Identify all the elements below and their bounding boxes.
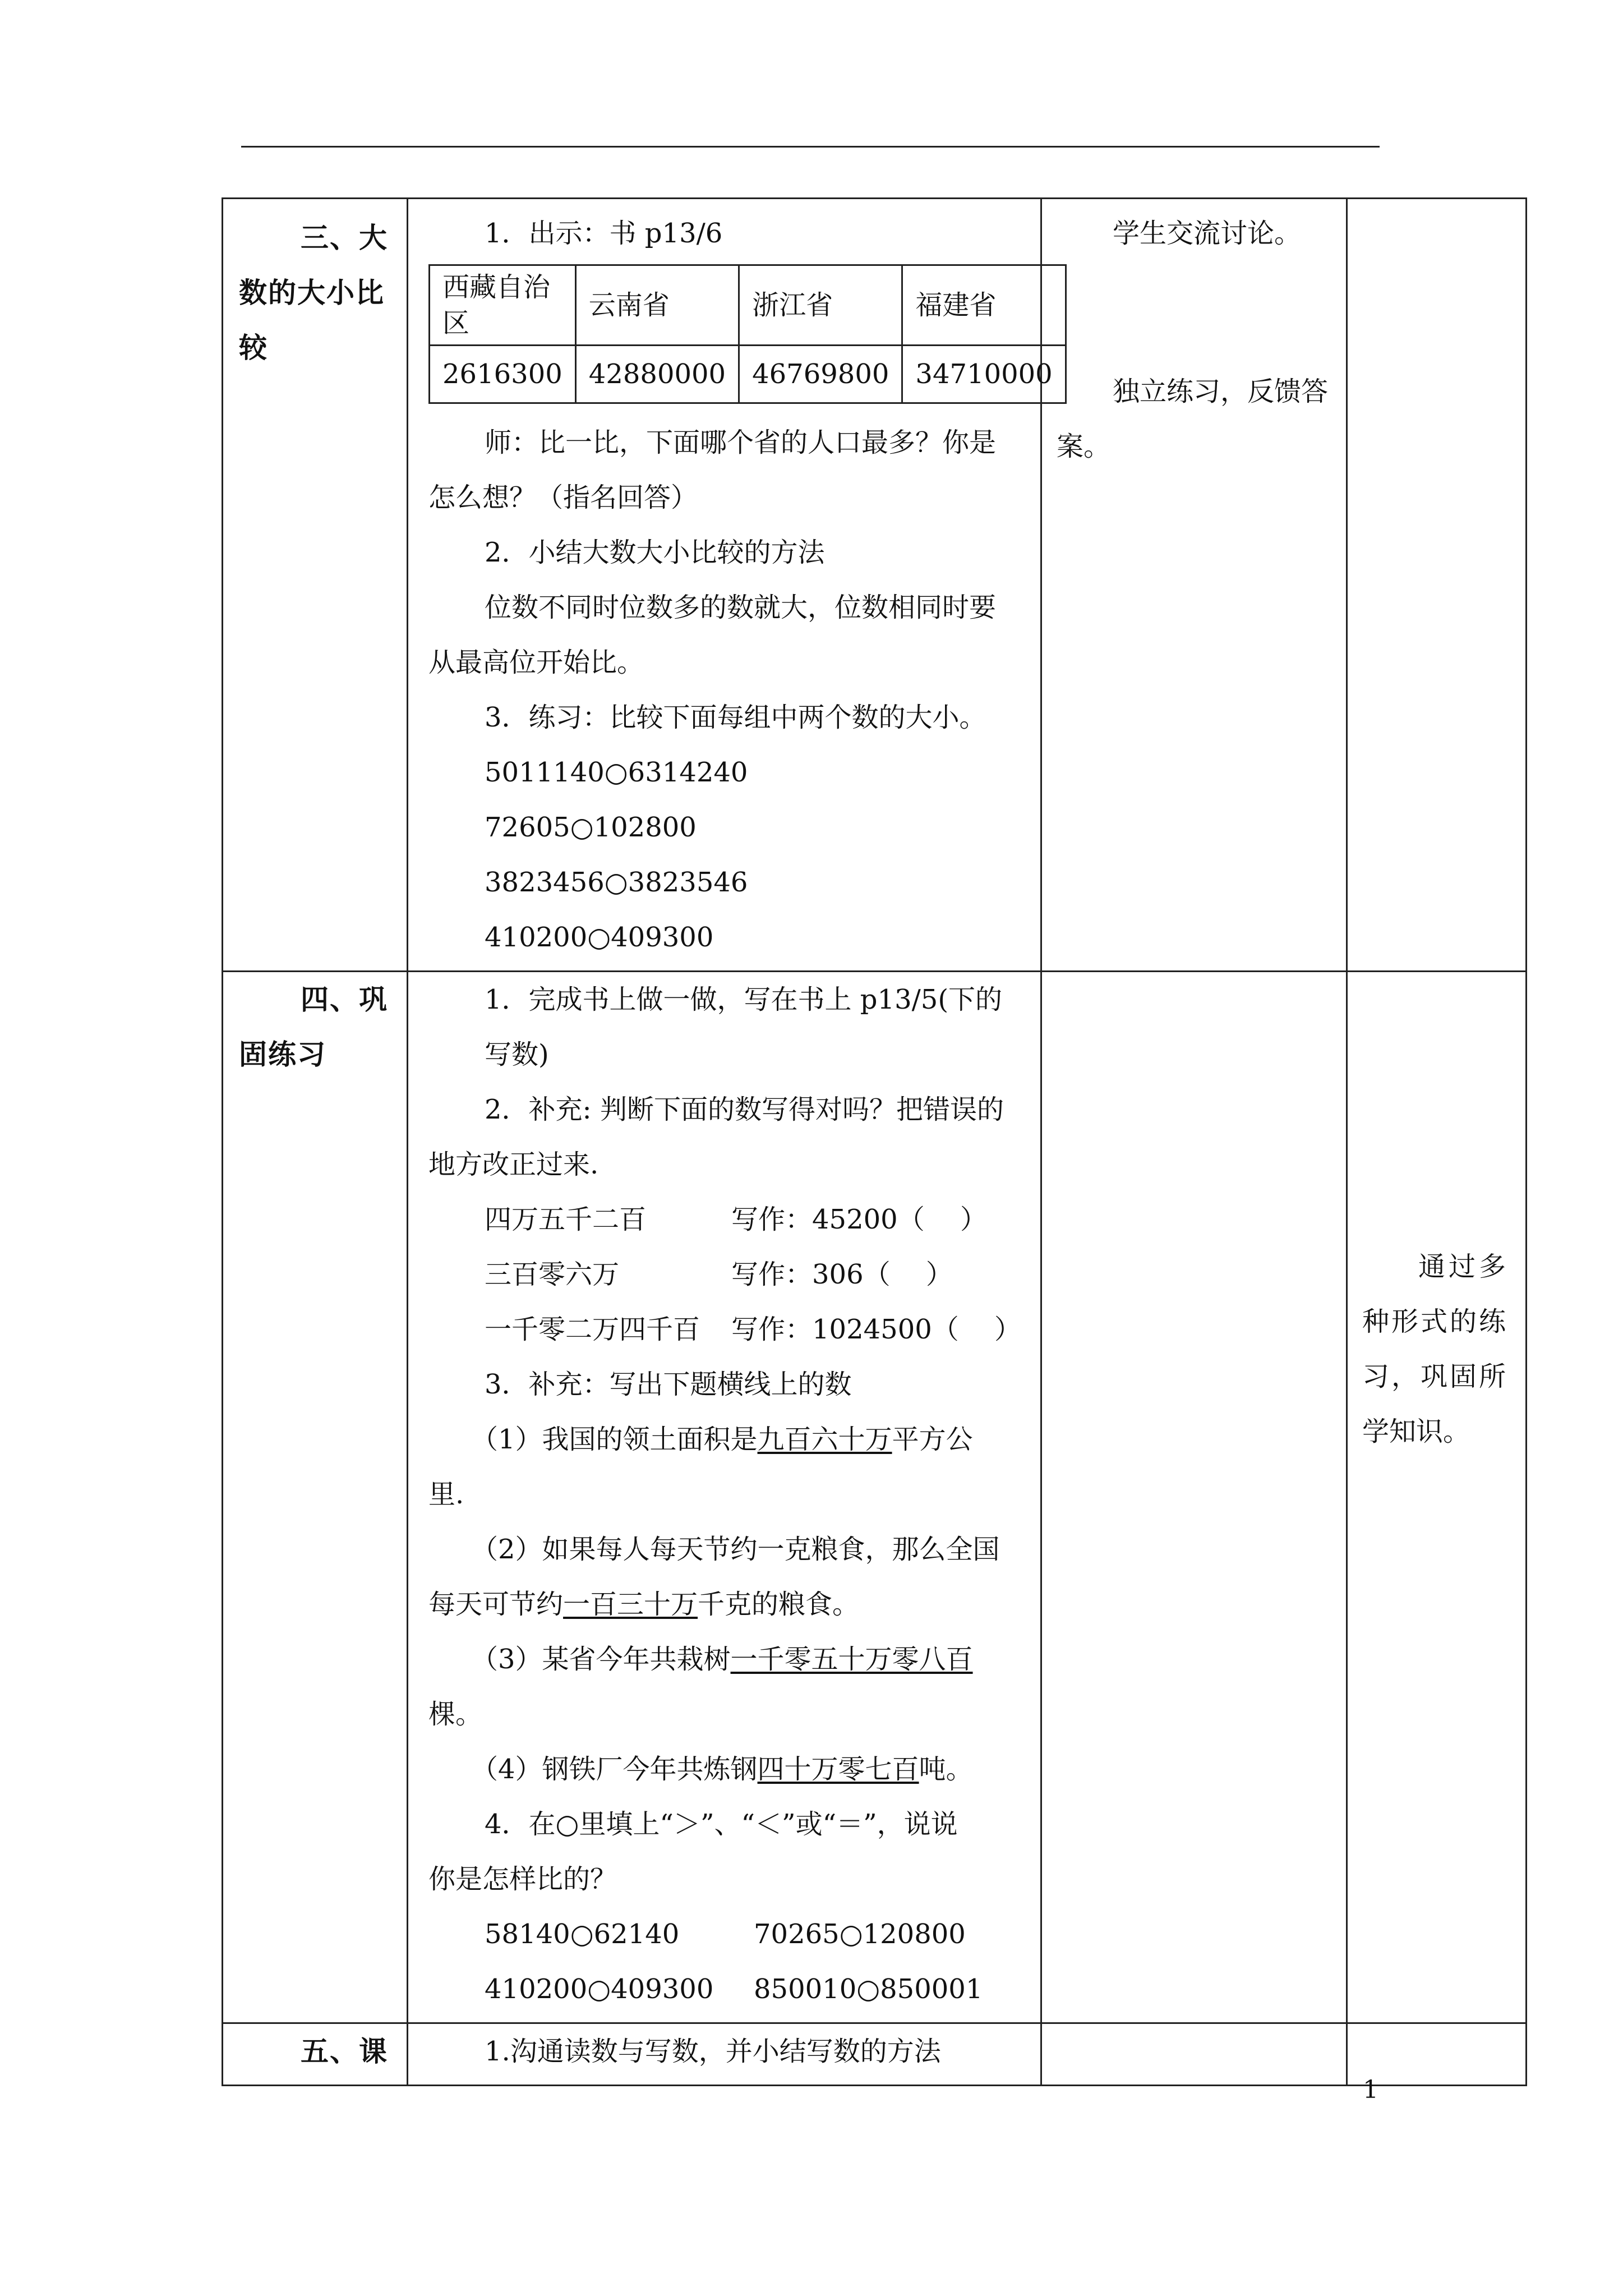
judge-item (428, 1302, 1030, 1357)
section-3-title-line3: 较 (239, 332, 268, 364)
section-4-title-cell (223, 972, 408, 2023)
judge-item (428, 1247, 1030, 1302)
judge-written: 写作：306（ ） (731, 1259, 953, 1290)
fill-text: 平方公 (892, 1424, 973, 1455)
student-activity-2-line2: 案。 (1057, 431, 1111, 462)
section-3-student-cell (1041, 199, 1347, 972)
section-3-item3: 3．练习：比较下面每组中两个数的大小。 (485, 702, 986, 733)
section-3-item2: 2．小结大数大小比较的方法 (485, 537, 825, 568)
compare-item: 410200○409300 (485, 1973, 714, 2005)
page-number: 1 (1363, 2076, 1378, 2104)
population-value-cell: 34710000 (902, 346, 1066, 403)
lesson-plan-table (222, 197, 1527, 2086)
population-header-cell: 浙江省 (739, 265, 902, 346)
design-intent-line1: 通过多 (1418, 1251, 1510, 1282)
section-3-intent-cell (1347, 199, 1527, 972)
judge-words: 四万五千二百 (485, 1204, 647, 1235)
fill-item-3-line2: 棵。 (428, 1699, 483, 1730)
fill-item-2-line1: （2）如果每人每天节约一克粮食，那么全国 (471, 1534, 1000, 1565)
section-3-content-cell (408, 199, 1053, 972)
section-5-item1: 1.沟通读数与写数，并小结写数的方法 (485, 2036, 941, 2067)
section-4-item2-line1: 2．补充: 判断下面的数写得对吗？把错误的 (485, 1094, 1004, 1125)
design-intent-line3: 习，巩固所 (1362, 1361, 1509, 1392)
population-value-cell: 2616300 (430, 346, 576, 403)
judge-written: 写作：1024500（ ） (731, 1314, 1022, 1345)
compare-row-1 (428, 1907, 1030, 1962)
section-5-student-cell (1041, 2023, 1347, 2086)
population-table (428, 264, 1067, 404)
compare-item: 410200○409300 (485, 922, 714, 953)
section-4-item4-line1: 4．在○里填上“＞”、“＜”或“＝”，说说 (485, 1809, 958, 1840)
section-4-title-line1: 四、巩 (301, 983, 388, 1016)
compare-item: 3823456○3823546 (485, 867, 748, 898)
compare-item: 5011140○6314240 (485, 757, 748, 788)
compare-item: 70265○120800 (754, 1918, 966, 1950)
fill-underlined-answer: 四十万零七百 (757, 1754, 919, 1785)
section-4-item2-line2: 地方改正过来. (428, 1149, 599, 1180)
student-activity-2-line1: 独立练习，反馈答 (1113, 376, 1329, 407)
section-3-item1: 1．出示：书 p13/6 (485, 218, 723, 249)
fill-text: 每天可节约 (428, 1589, 564, 1620)
population-header-row (430, 265, 1066, 346)
population-value-cell: 46769800 (739, 346, 902, 403)
section-4-title-line2: 固练习 (239, 1038, 326, 1071)
judge-words: 一千零二万四千百 (485, 1314, 700, 1345)
fill-item-1-line2: 里. (428, 1479, 464, 1510)
fill-text: （4）钢铁厂今年共炼钢 (471, 1754, 758, 1785)
compare-item: 58140○62140 (485, 1918, 680, 1950)
compare-item: 72605○102800 (485, 812, 697, 843)
population-header-cell: 西藏自治区 (430, 265, 576, 346)
population-header-cell: 福建省 (902, 265, 1066, 346)
section-4-row (223, 972, 1527, 2023)
section-3-title-cell (223, 199, 408, 972)
design-intent-line2: 种形式的练 (1362, 1306, 1509, 1337)
fill-item-1-line1 (428, 1412, 1030, 1467)
header-rule (241, 146, 1380, 148)
population-value-row (430, 346, 1066, 403)
section-4-item1-line2: 写数) (485, 1039, 549, 1070)
section-3-question-line1: 师：比一比，下面哪个省的人口最多？你是 (485, 427, 997, 458)
fill-item-4 (428, 1742, 1030, 1797)
section-3-method-line2: 从最高位开始比。 (428, 647, 644, 678)
section-5-row (223, 2023, 1527, 2086)
section-5-title-cell (223, 2023, 408, 2086)
section-4-item4-line2: 你是怎样比的？ (428, 1864, 617, 1895)
section-4-content-cell (408, 972, 1041, 2023)
fill-underlined-answer: 一千零五十万零八百 (730, 1644, 973, 1675)
population-value-cell: 42880000 (575, 346, 739, 403)
student-activity-1: 学生交流讨论。 (1113, 218, 1302, 249)
compare-row-2 (428, 1962, 1030, 2017)
section-5-content-cell (408, 2023, 1041, 2086)
fill-text: 千克的粮食。 (698, 1589, 860, 1620)
fill-text: （3）某省今年共栽树 (471, 1644, 731, 1675)
section-5-title: 五、课 (301, 2035, 388, 2068)
fill-underlined-answer: 九百六十万 (757, 1424, 892, 1455)
fill-item-2-line2 (428, 1577, 1030, 1632)
judge-written: 写作：45200（ ） (731, 1204, 987, 1235)
section-3-title-line1: 三、大 (301, 222, 388, 254)
section-4-intent-cell (1347, 972, 1527, 2023)
section-4-item1-line1: 1．完成书上做一做，写在书上 p13/5(下的 (485, 984, 1003, 1015)
judge-words: 三百零六万 (485, 1259, 620, 1290)
section-3-title-line2: 数的大小比 (239, 277, 385, 309)
section-3-question-line2: 怎么想？（指名回答） (428, 482, 698, 513)
fill-item-3-line1 (428, 1632, 1030, 1687)
design-intent-line4: 学知识。 (1362, 1416, 1470, 1447)
compare-item: 850010○850001 (754, 1973, 983, 2005)
section-3-method-line1: 位数不同时位数多的数就大，位数相同时要 (485, 592, 997, 623)
population-header-cell: 云南省 (575, 265, 739, 346)
fill-underlined-answer: 一百三十万 (563, 1589, 698, 1620)
judge-item (428, 1192, 1030, 1247)
fill-text: （1）我国的领土面积是 (471, 1424, 758, 1455)
section-4-student-cell (1041, 972, 1347, 2023)
section-3-row (223, 199, 1527, 972)
section-4-item3: 3．补充：写出下题横线上的数 (485, 1369, 852, 1400)
fill-text: 吨。 (919, 1754, 973, 1785)
